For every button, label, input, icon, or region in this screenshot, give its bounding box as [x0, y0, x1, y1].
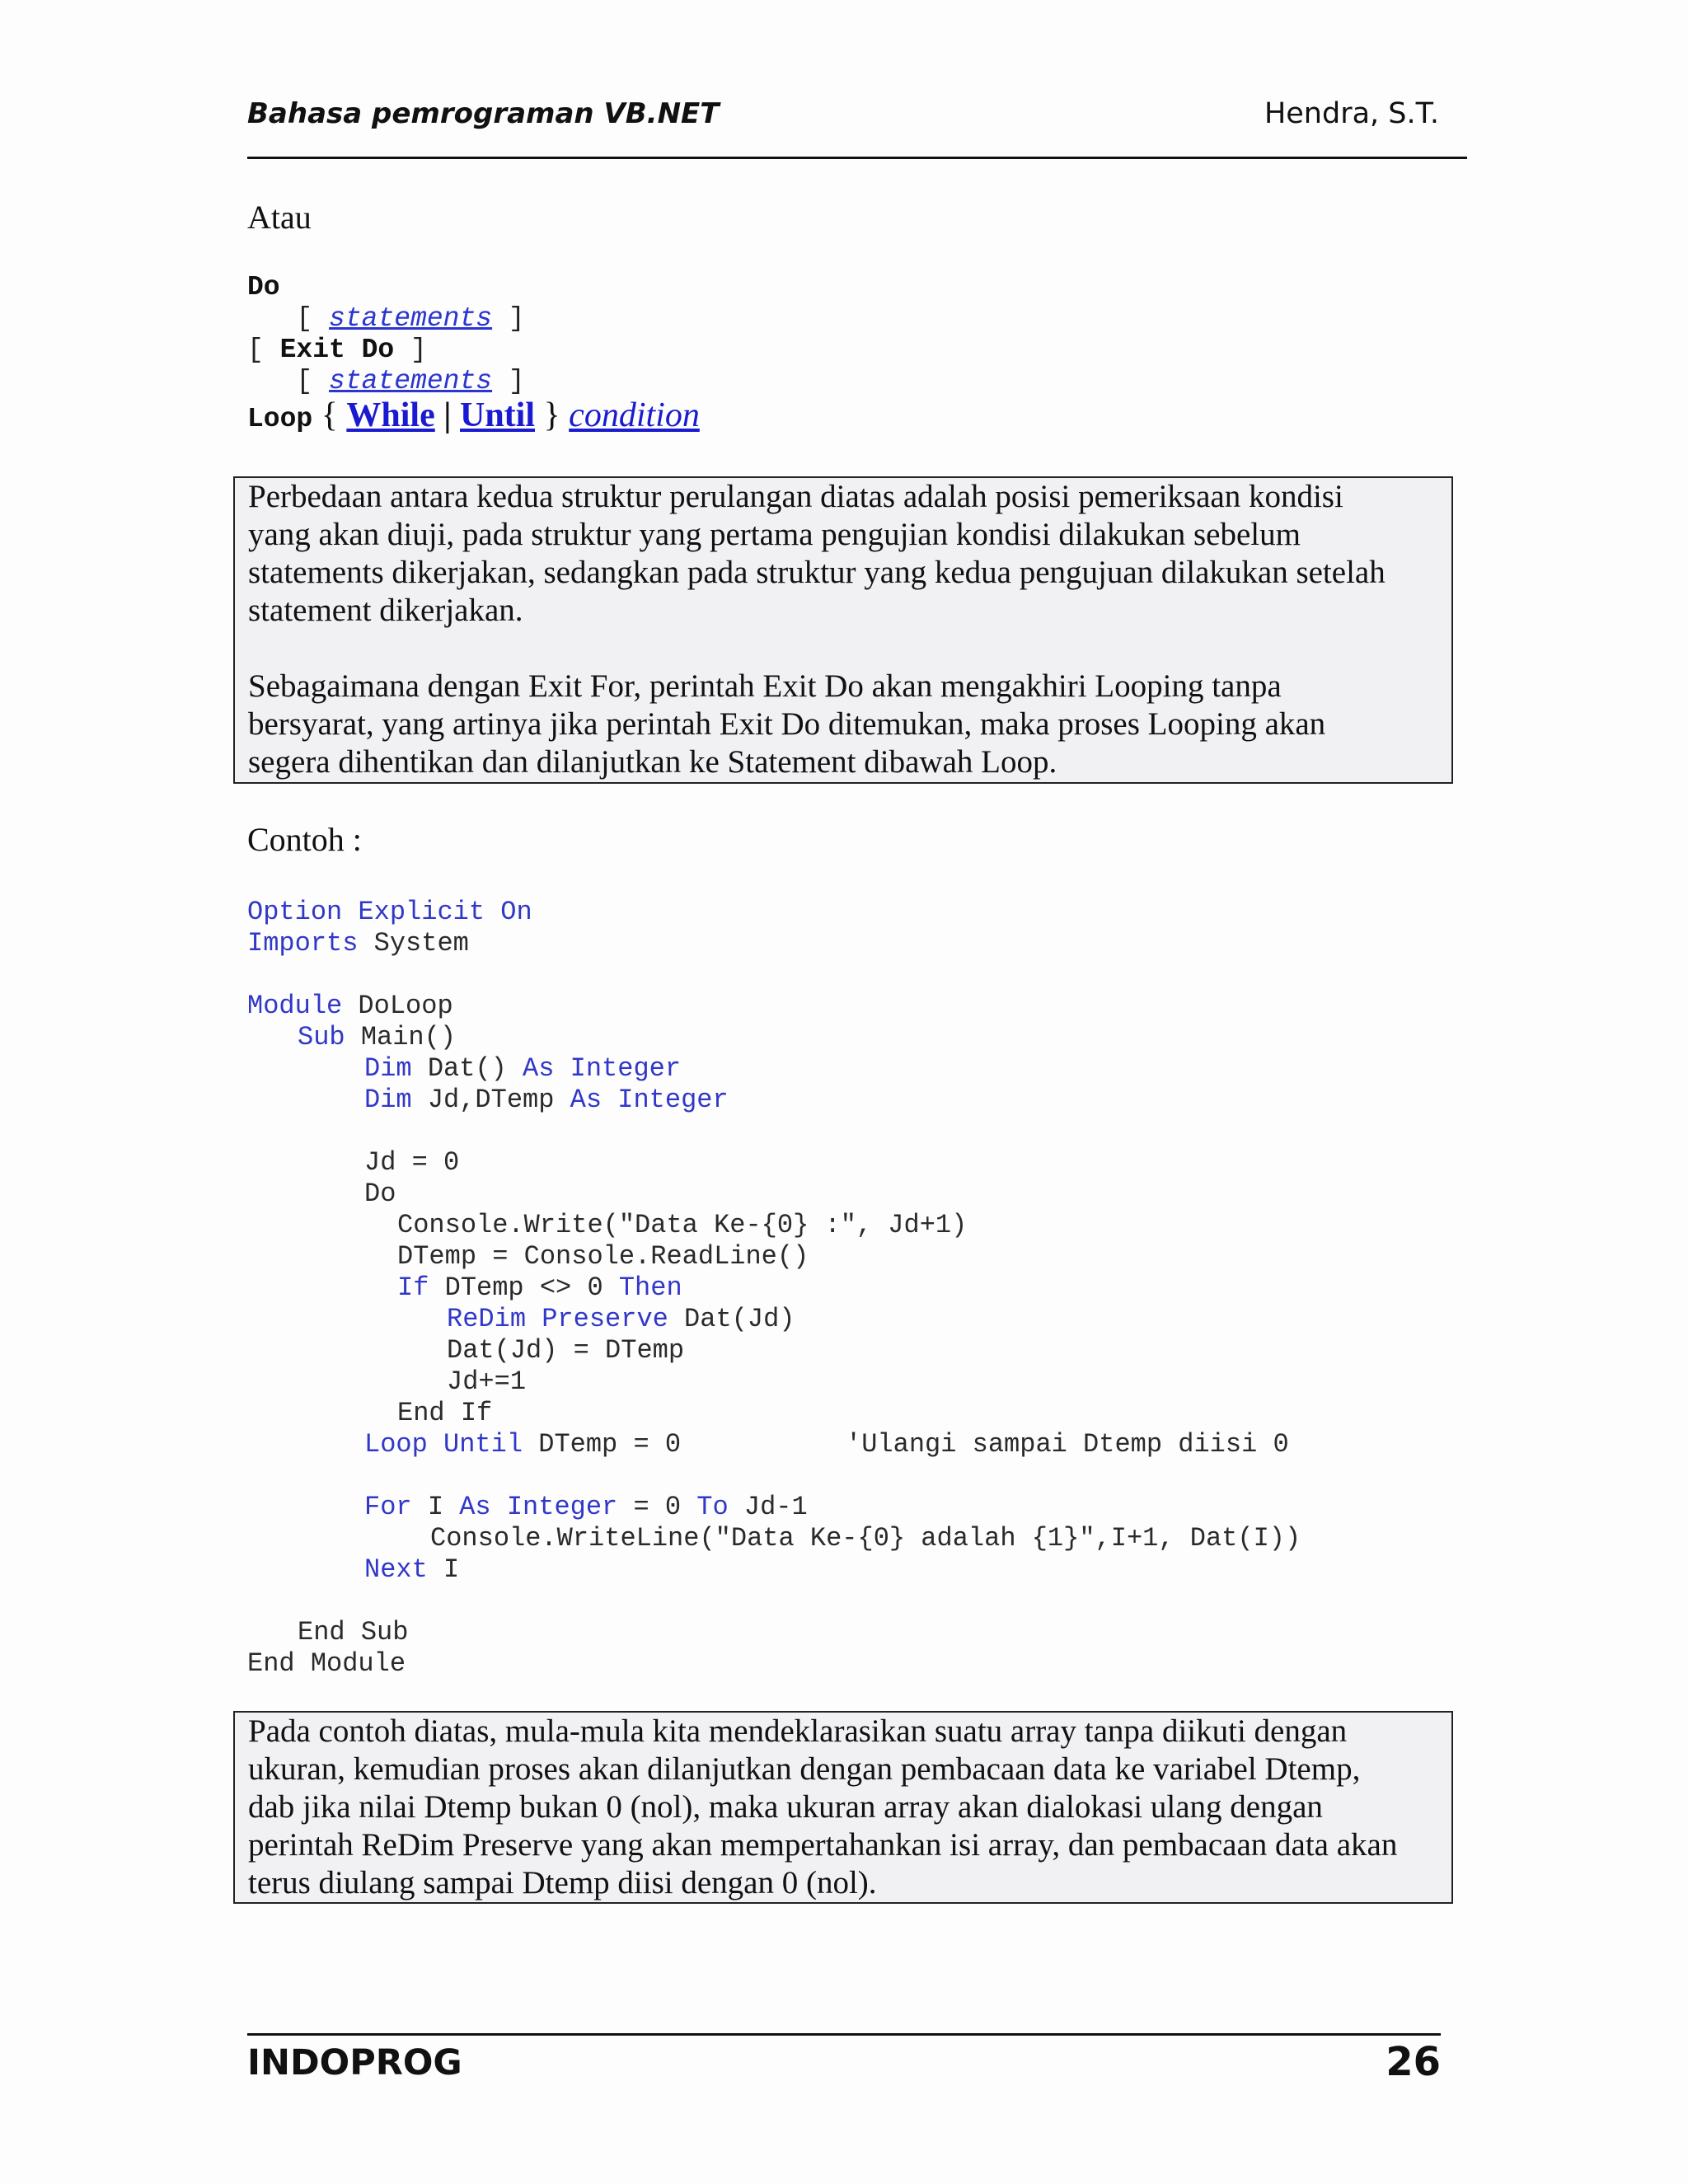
syntax-statements-2: [ statements ]: [247, 366, 525, 396]
code-line-14: Jd+=1: [447, 1366, 527, 1397]
statements-link-2[interactable]: statements: [329, 366, 493, 396]
code-keyword: Dim: [364, 1085, 412, 1115]
box2-line: perintah ReDim Preserve yang akan mempertahankan isi array, dan pembacaan data akan: [248, 1827, 1398, 1863]
box1-line: Sebagaimana dengan Exit For, perintah Exit Do akan mengakhiri Looping tanpa: [248, 668, 1282, 704]
box1-spacer: [248, 630, 1440, 668]
code-line-10: DTemp = Console.ReadLine(): [397, 1241, 809, 1272]
code-line-4: [298, 1022, 456, 1053]
code-text: Dat(Jd): [668, 1304, 795, 1334]
open-brace: {: [312, 396, 347, 434]
code-line-13: Dat(Jd) = DTemp: [447, 1335, 685, 1366]
code-text: Jd-1: [728, 1492, 808, 1522]
pipe-separator: |: [434, 396, 460, 434]
code-comment: 'Ulangi sampai Dtemp diisi 0: [846, 1429, 1289, 1460]
syntax-do-keyword: Do: [247, 272, 280, 302]
syntax-loop: [247, 396, 700, 435]
code-text: I: [411, 1492, 460, 1522]
code-text: I: [427, 1554, 460, 1585]
box2-line: ukuran, kemudian proses akan dilanjutkan dengan pembacaan data ke variabel Dtemp,: [248, 1751, 1361, 1787]
statements-link-1[interactable]: statements: [329, 303, 493, 334]
page-number: 26: [1386, 2039, 1441, 2085]
code-keyword: Loop Until: [364, 1429, 523, 1460]
box1-line: bersyarat, yang artinya jika perintah Exit Do ditemukan, maka proses Looping akan: [248, 706, 1326, 742]
box1-line: statements dikerjakan, sedangkan pada struktur yang kedua pengujuan dilakukan setelah: [248, 555, 1386, 590]
code-line-6: [364, 1085, 729, 1116]
code-line-19: [364, 1554, 459, 1586]
code-line-1: [247, 897, 532, 928]
code-keyword: As Integer: [459, 1492, 618, 1522]
exit-do-keyword: Exit Do: [279, 335, 395, 365]
header-title: Bahasa pemrograman VB.NET: [247, 97, 720, 130]
code-line-3: [247, 991, 453, 1022]
atau-text: Atau: [247, 199, 312, 236]
code-text: = 0: [617, 1492, 697, 1522]
loop-keyword: Loop: [247, 404, 313, 434]
code-keyword: For: [364, 1492, 412, 1522]
code-text: DoLoop: [342, 991, 453, 1021]
syntax-do: [247, 272, 280, 302]
code-text: Main(): [345, 1022, 457, 1052]
explanation-box-1: [233, 476, 1453, 784]
code-keyword: As Integer: [570, 1085, 729, 1115]
header-divider: [247, 157, 1467, 159]
until-link[interactable]: Until: [459, 396, 535, 434]
code-keyword: If: [397, 1272, 429, 1303]
box2-line: Pada contoh diatas, mula-mula kita mendeklarasikan suatu array tanpa diikuti dengan: [248, 1713, 1348, 1749]
code-keyword: Option Explicit On: [247, 897, 532, 927]
code-text: System: [358, 928, 469, 958]
code-keyword: Then: [618, 1272, 682, 1303]
box2-line: dab jika nilai Dtemp bukan 0 (nol), maka ukuran array akan dialokasi ulang dengan: [248, 1789, 1323, 1825]
footer-brand: INDOPROG: [247, 2042, 462, 2083]
code-keyword: Sub: [298, 1022, 345, 1052]
code-line-20: End Sub: [298, 1617, 409, 1647]
code-line-9: Console.Write("Data Ke-{0} :", Jd+1): [397, 1210, 968, 1240]
box2-line: terus diulang sampai Dtemp diisi dengan 0 (nol).: [248, 1865, 877, 1900]
header-author: Hendra, S.T.: [1264, 97, 1439, 130]
code-keyword: To: [696, 1492, 729, 1522]
code-line-2: [247, 928, 469, 959]
code-text: Jd,DTemp: [411, 1085, 570, 1115]
code-line-17: [364, 1492, 808, 1523]
code-text: DTemp = 0: [523, 1429, 682, 1460]
contoh-heading: Contoh :: [247, 821, 362, 858]
while-link[interactable]: While: [346, 396, 435, 434]
code-keyword: Module: [247, 991, 343, 1021]
close-brace: }: [535, 396, 570, 434]
box1-line: yang akan diuji, pada struktur yang pertama pengujian kondisi dilakukan sebelum: [248, 517, 1301, 552]
code-line-18: Console.WriteLine("Data Ke-{0} adalah {1}",I+1, Dat(I)): [430, 1523, 1301, 1554]
box1-line: segera dihentikan dan dilanjutkan ke Statement dibawah Loop.: [248, 744, 1057, 780]
code-line-8: Do: [364, 1179, 396, 1209]
syntax-exit-do: [ Exit Do ]: [247, 335, 427, 365]
box1-line: Perbedaan antara kedua struktur perulangan diatas adalah posisi pemeriksaan kondisi: [248, 479, 1343, 514]
condition-link[interactable]: condition: [569, 396, 700, 434]
syntax-statements-1: [ statements ]: [247, 303, 525, 334]
code-text: DTemp <> 0: [429, 1272, 619, 1303]
code-line-11: [397, 1272, 682, 1304]
code-line-7: Jd = 0: [364, 1147, 460, 1178]
code-keyword: Dim: [364, 1053, 412, 1084]
footer-divider: [247, 2033, 1441, 2036]
code-keyword: Next: [364, 1554, 428, 1585]
code-keyword: Imports: [247, 928, 359, 958]
code-line-21: End Module: [247, 1648, 406, 1679]
code-line-5: [364, 1053, 681, 1085]
code-line-12: [447, 1304, 795, 1335]
code-keyword: ReDim Preserve: [447, 1304, 668, 1334]
code-text: Dat(): [411, 1053, 523, 1084]
code-line-16: [364, 1429, 681, 1460]
explanation-box-2: [233, 1711, 1453, 1904]
box1-line: statement dikerjakan.: [248, 593, 523, 628]
code-keyword: As Integer: [523, 1053, 682, 1084]
code-line-15: End If: [397, 1398, 493, 1428]
